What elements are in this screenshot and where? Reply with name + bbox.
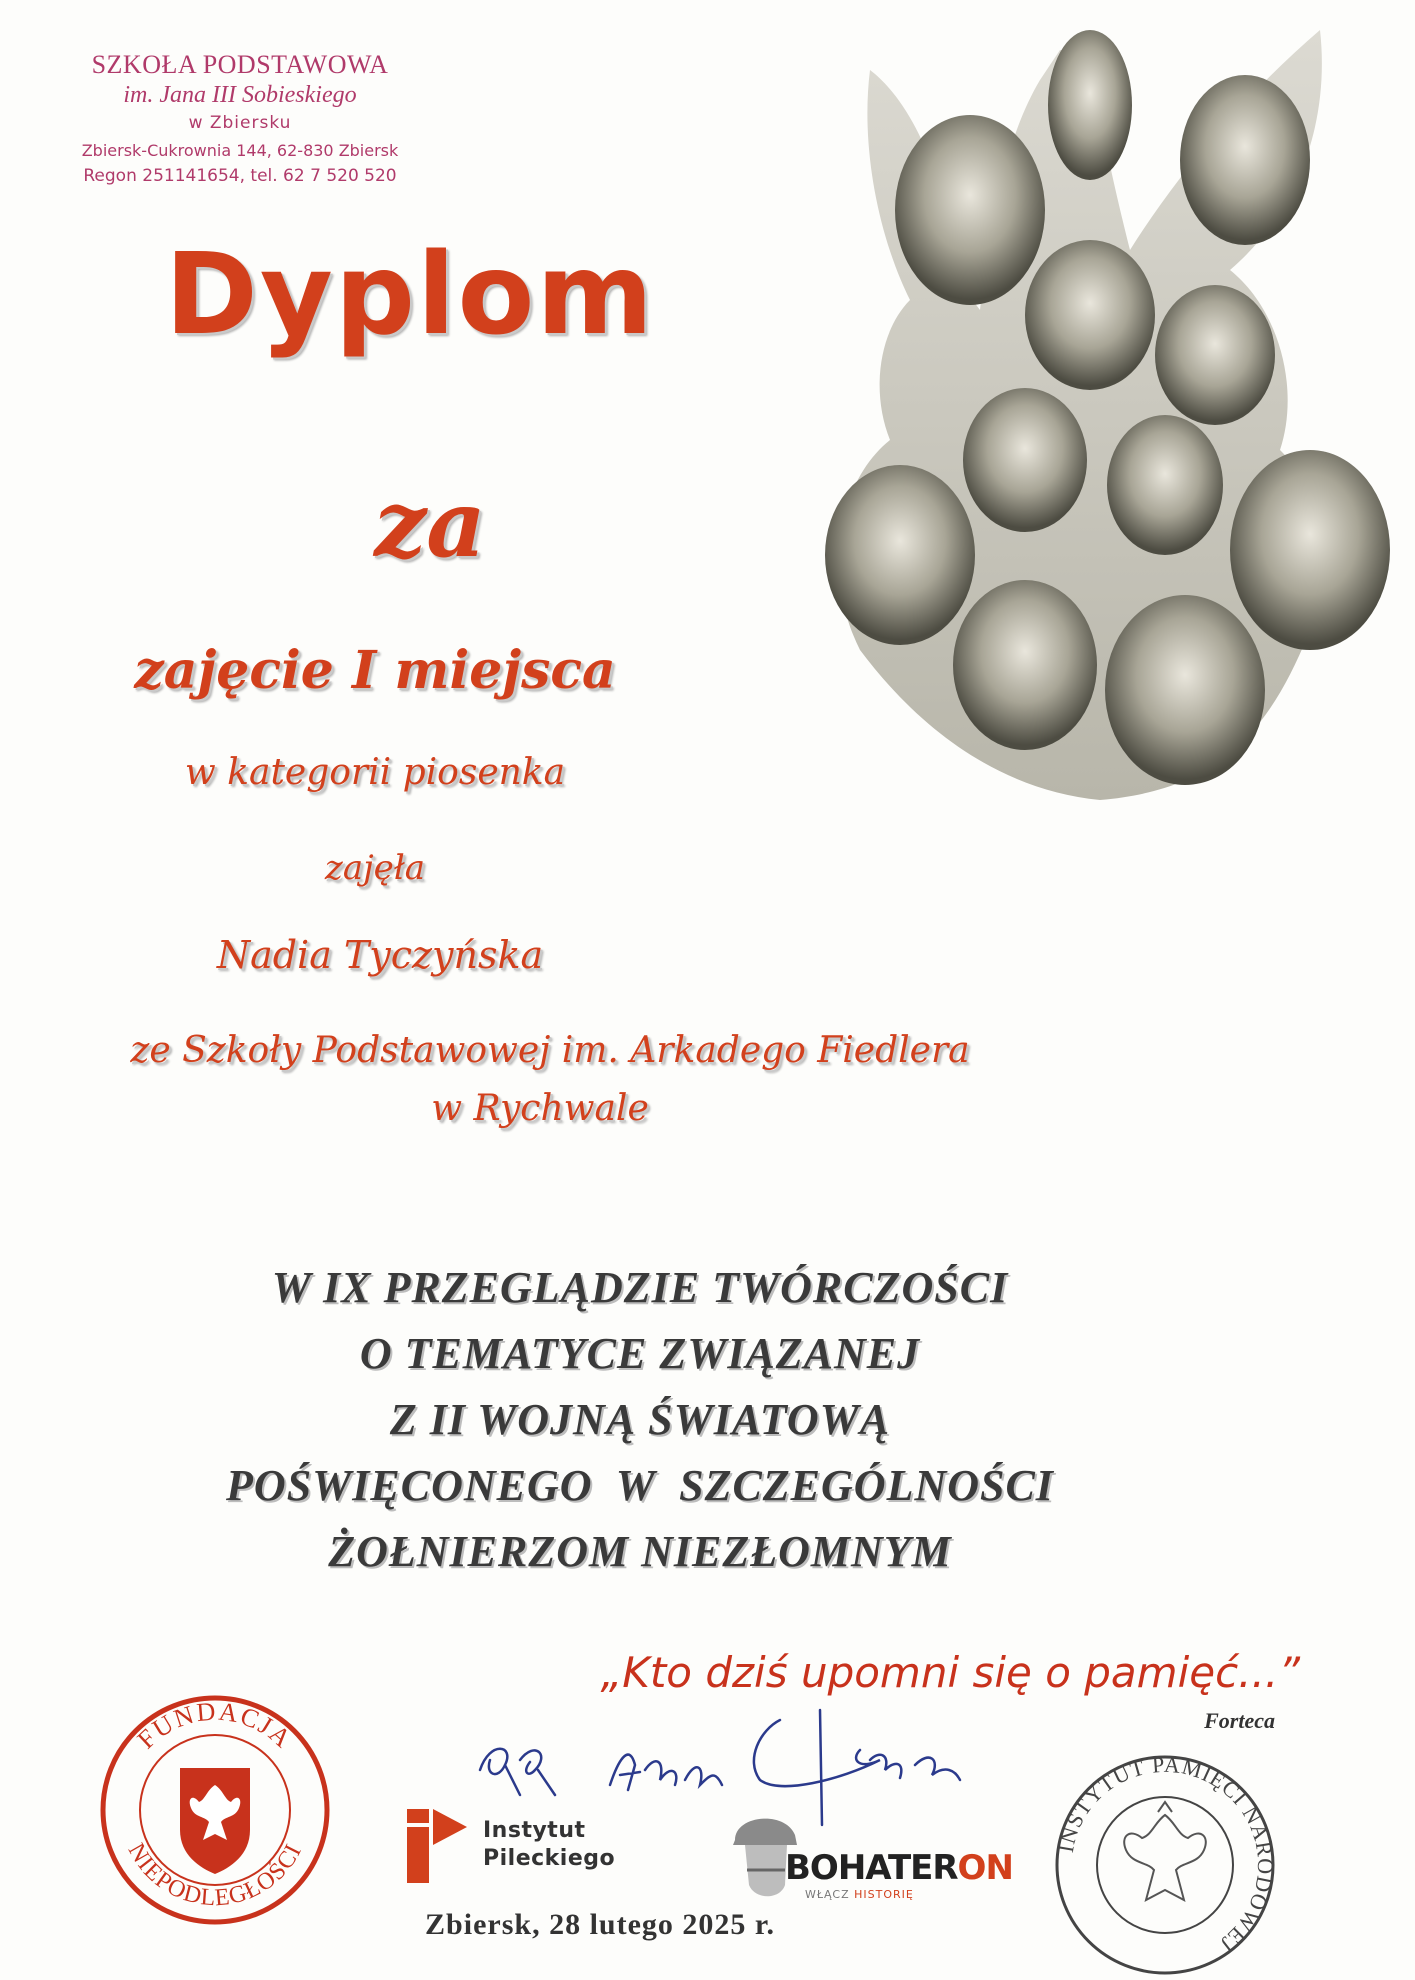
portrait: [1230, 450, 1390, 650]
portrait: [1180, 75, 1310, 245]
signature-2: [610, 1755, 722, 1790]
ipn-seal: [1050, 1750, 1280, 1980]
portrait: [1155, 285, 1275, 425]
stamp-regon: Regon 251141654, tel. 62 7 520 520: [83, 166, 397, 186]
event-description: [60, 1255, 1220, 1585]
svg-text:INSTYTUT PAMIĘCI NARODOWEJ: [1053, 1752, 1278, 1958]
recipient-school-town: w Rychwale: [431, 1088, 649, 1129]
svg-text:NIEPODLEGŁOŚCI: NIEPODLEGŁOŚCI: [122, 1839, 308, 1912]
award-place: zajęcie I miejsca: [134, 640, 616, 701]
bohateron-logo: [725, 1800, 1015, 1920]
motto-quote: „Kto dziś upomni się o pamięć...”: [600, 1648, 1300, 1697]
stamp-patron: im. Jana III Sobieskiego: [123, 82, 357, 108]
event-line: POŚWIĘCONEGO W SZCZEGÓLNOŚCI: [226, 1461, 1054, 1510]
issue-date: Zbiersk, 28 lutego 2025 r.: [425, 1908, 775, 1941]
stamp-address: Zbiersk-Cukrownia 144, 62-830 Zbiersk: [81, 141, 399, 160]
portrait: [1025, 240, 1155, 390]
event-line: Z II WOJNĄ ŚWIATOWĄ: [389, 1395, 891, 1444]
pilecki-line1: Instytut: [483, 1818, 586, 1843]
diploma-for: za: [374, 470, 486, 578]
eagle-photo-collage: [800, 10, 1400, 800]
school-stamp: [40, 50, 440, 186]
motto-author: Forteca: [1204, 1708, 1275, 1733]
recipient-school: ze Szkoły Podstawowej im. Arkadego Fiedlera: [130, 1030, 970, 1071]
ipn-seal-text: INSTYTUT PAMIĘCI NARODOWEJ: [1052, 1751, 1279, 1958]
portrait: [825, 465, 975, 645]
bohateron-sub-b: HISTORIĘ: [854, 1888, 914, 1901]
portrait: [1107, 415, 1223, 555]
bohateron-sub-a: WŁĄCZ: [805, 1888, 855, 1901]
portrait: [895, 115, 1045, 305]
award-category: w kategorii piosenka: [184, 752, 566, 793]
stamp-school-name: SZKOŁA PODSTAWOWA: [91, 50, 389, 79]
event-line: W IX PRZEGLĄDZIE TWÓRCZOŚCI: [271, 1263, 1009, 1312]
portrait: [953, 580, 1097, 750]
event-line: O TEMATYCE ZWIĄZANEJ: [359, 1329, 921, 1378]
instytut-pileckiego-logo: [405, 1805, 705, 1885]
event-line: ŻOŁNIERZOM NIEZŁOMNYM: [328, 1527, 952, 1576]
pilecki-mark-icon: [405, 1805, 475, 1885]
svg-text:FUNDACJA: FUNDACJA: [131, 1696, 299, 1755]
portrait: [963, 388, 1087, 532]
signature-1: [480, 1749, 555, 1795]
award-verb: zajęła: [324, 848, 426, 888]
portrait: [1105, 595, 1265, 785]
recipient-name: Nadia Tyczyńska: [216, 933, 544, 977]
bohateron-on: ON: [957, 1848, 1013, 1888]
diploma-title: Dyplom: [164, 230, 656, 360]
pilecki-line2: Pileckiego: [483, 1846, 616, 1871]
stamp-town: w Zbiersku: [188, 113, 292, 133]
bohateron-word: BOHATER: [785, 1848, 958, 1888]
portrait: [1048, 30, 1132, 180]
fundacja-niepodleglosci-logo: [95, 1690, 335, 1930]
